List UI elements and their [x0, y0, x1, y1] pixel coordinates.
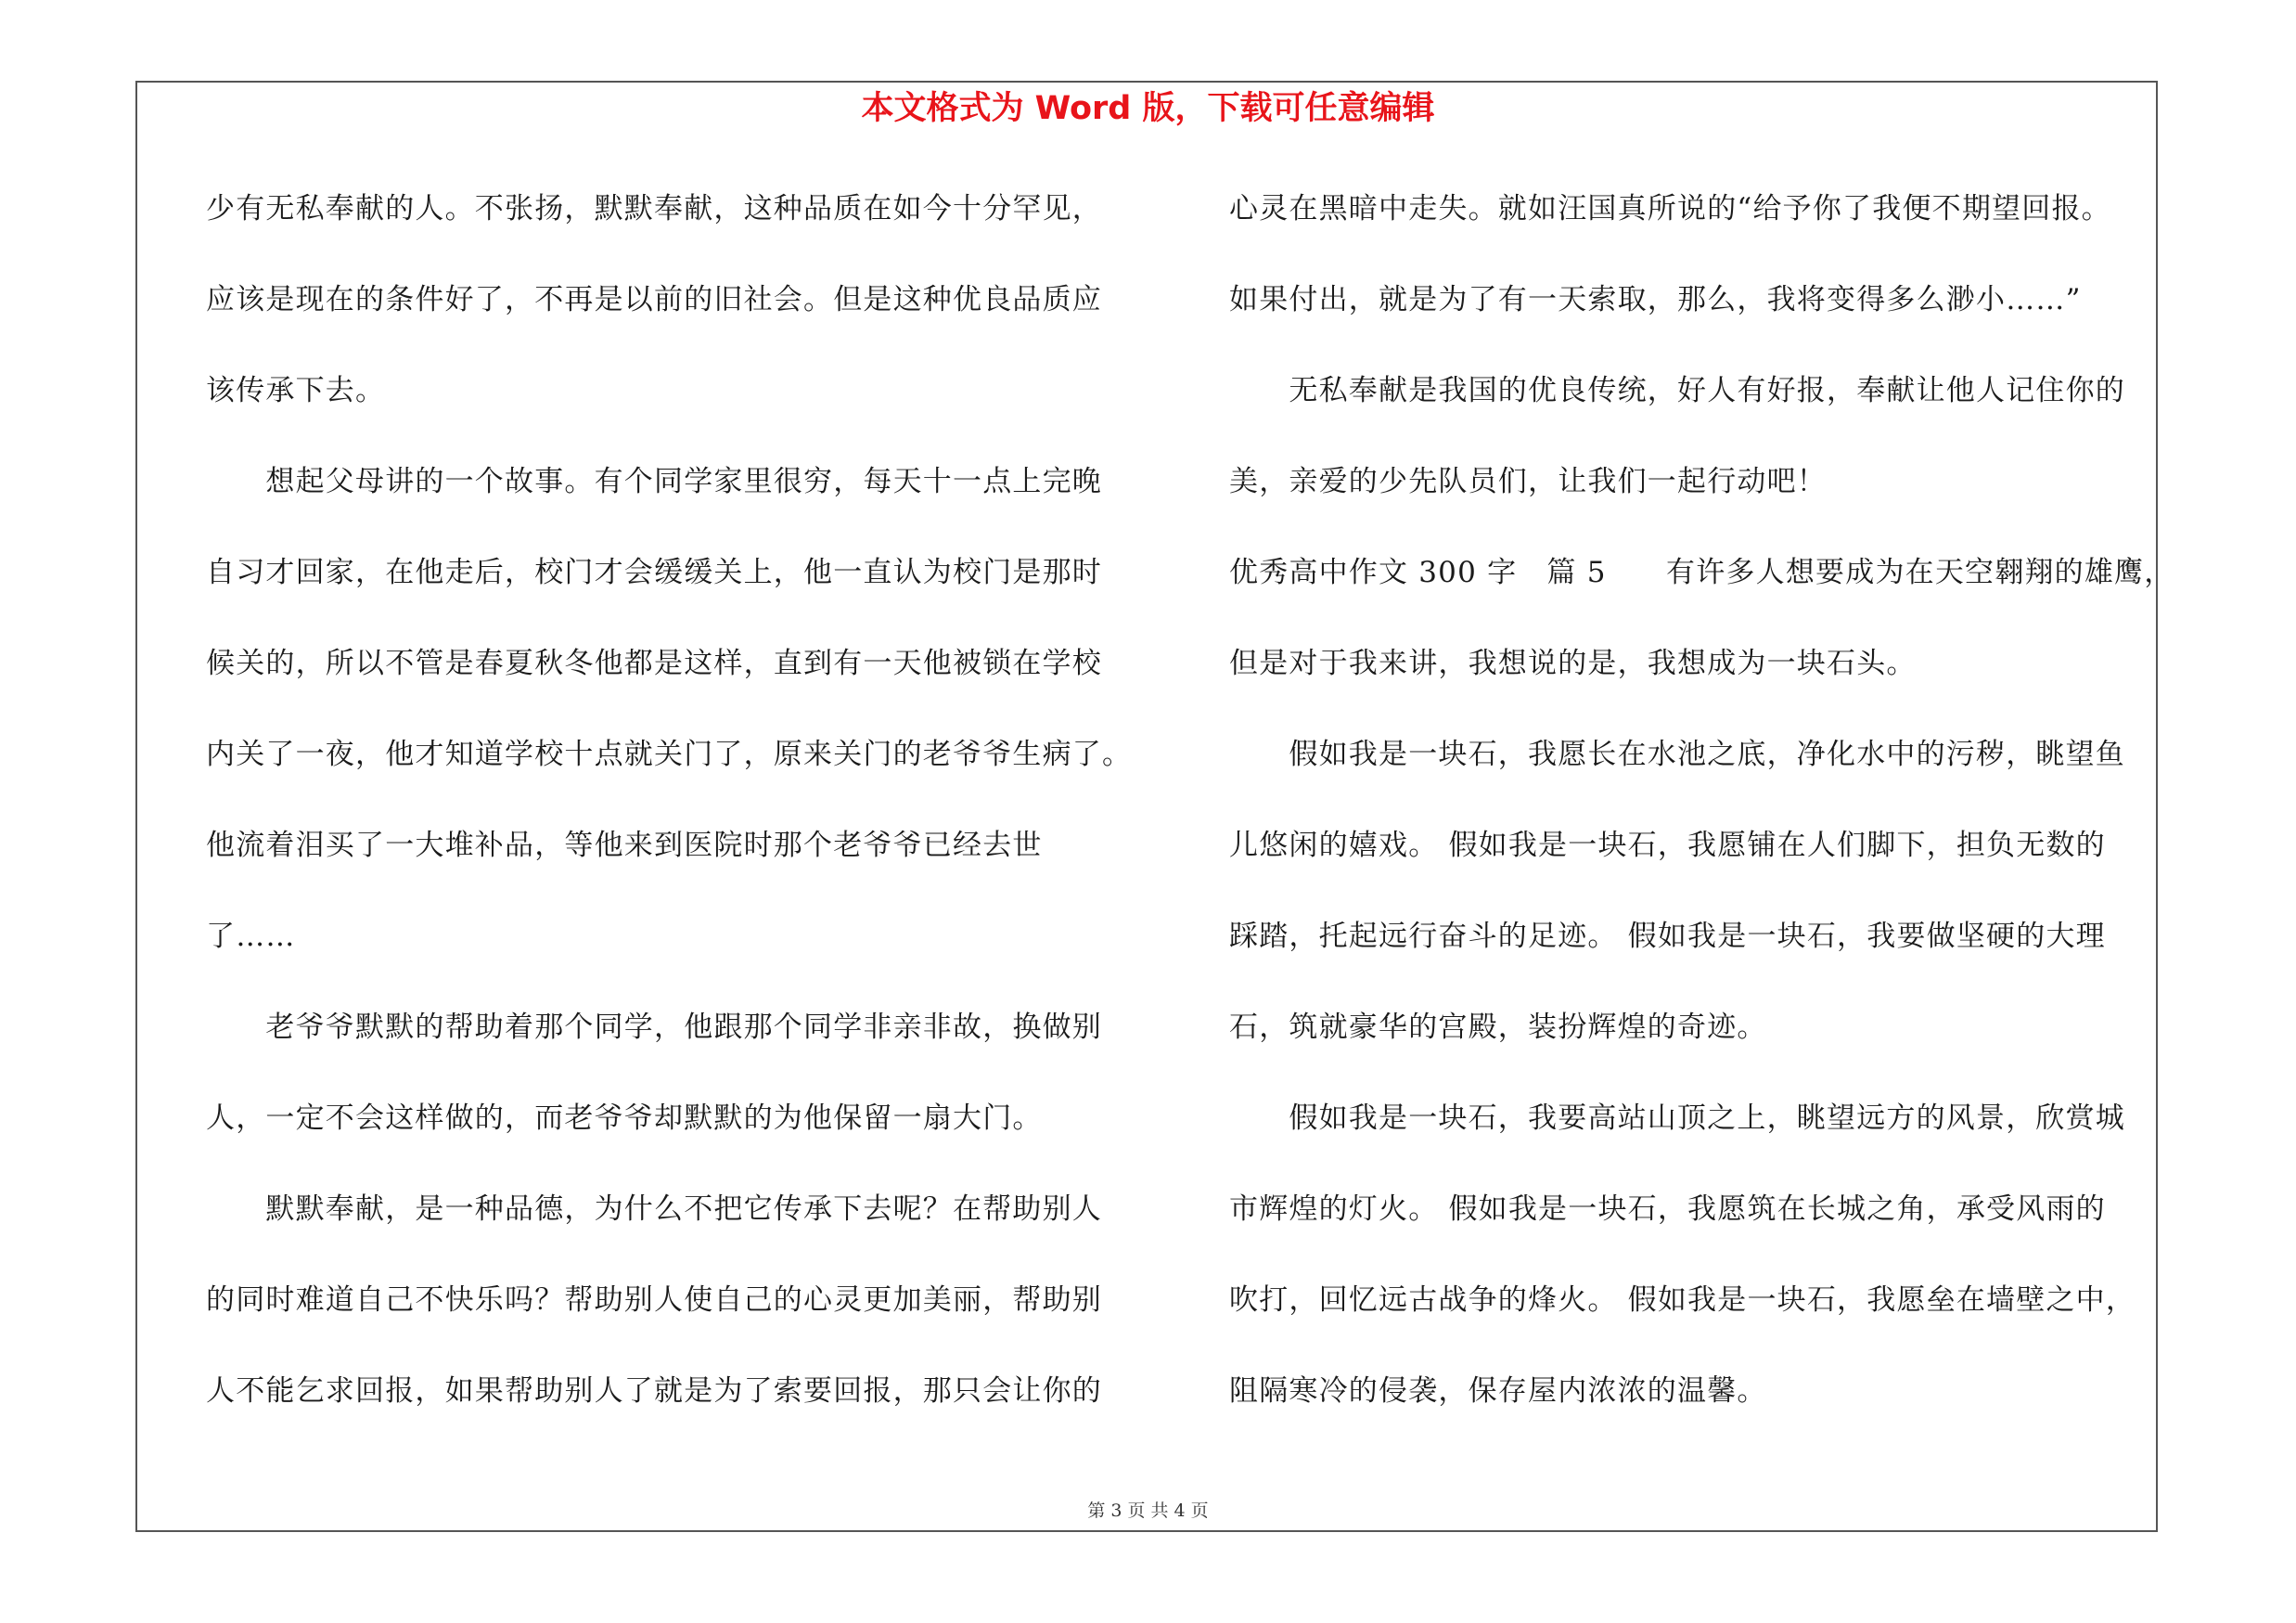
text-line: 默默奉献，是一种品德，为什么不把它传承下去呢？在帮助别人 — [206, 1192, 1102, 1226]
text-line: 自习才回家，在他走后，校门才会缓缓关上，他一直认为校门是那时 — [206, 556, 1102, 589]
text-line: 老爷爷默默的帮助着那个同学，他跟那个同学非亲非故，换做别 — [206, 1011, 1102, 1044]
left-column — [206, 176, 1143, 1449]
text-line: 如果付出，就是为了有一天索取，那么，我将变得多么渺小……” — [1229, 283, 2082, 316]
text-line: 内关了一夜，他才知道学校十点就关门了，原来关门的老爷爷生病了。 — [206, 738, 1133, 771]
page-number-footer: 第 3 页 共 4 页 — [1087, 1501, 1209, 1521]
word-format-banner: 本文格式为 Word 版，下载可任意编辑 — [861, 90, 1435, 127]
text-line: 了…… — [206, 920, 296, 953]
text-line: 美，亲爱的少先队员们，让我们一起行动吧！ — [1229, 465, 1827, 498]
text-line: 假如我是一块石，我要高站山顶之上，眺望远方的风景，欣赏城 — [1229, 1101, 2125, 1135]
text-line: 候关的，所以不管是春夏秋冬他都是这样，直到有一天他被锁在学校 — [206, 647, 1102, 680]
text-line: 假如我是一块石，我愿长在水池之底，净化水中的污秽，眺望鱼 — [1229, 738, 2125, 771]
text-line: 人不能乞求回报，如果帮助别人了就是为了索要回报，那只会让你的 — [206, 1374, 1102, 1408]
text-line: 无私奉献是我国的优良传统，好人有好报，奉献让他人记住你的 — [1229, 374, 2125, 407]
text-line: 应该是现在的条件好了，不再是以前的旧社会。但是这种优良品质应 — [206, 283, 1102, 316]
text-line: 市辉煌的灯火。 假如我是一块石，我愿筑在长城之角，承受风雨的 — [1229, 1192, 2106, 1226]
right-column — [1229, 176, 2177, 1449]
text-line: 他流着泪买了一大堆补品，等他来到医院时那个老爷爷已经去世 — [206, 829, 1043, 862]
text-line: 的同时难道自己不快乐吗？帮助别人使自己的心灵更加美丽，帮助别 — [206, 1283, 1102, 1317]
text-line: 少有无私奉献的人。不张扬，默默奉献，这种品质在如今十分罕见， — [206, 192, 1102, 225]
text-line: 心灵在黑暗中走失。就如汪国真所说的“给予你了我便不期望回报。 — [1229, 192, 2111, 225]
text-line: 但是对于我来讲，我想说的是，我想成为一块石头。 — [1229, 647, 1917, 680]
text-line: 石，筑就豪华的宫殿，装扮辉煌的奇迹。 — [1229, 1011, 1767, 1044]
text-line: 阻隔寒冷的侵袭，保存屋内浓浓的温馨。 — [1229, 1374, 1767, 1408]
text-line: 该传承下去。 — [206, 374, 386, 407]
text-line: 吹打，回忆远古战争的烽火。 假如我是一块石，我愿垒在墙壁之中， — [1229, 1283, 2136, 1317]
text-line: 踩踏，托起远行奋斗的足迹。 假如我是一块石，我要做坚硬的大理 — [1229, 920, 2106, 953]
text-line: 优秀高中作文 300 字 篇 5 有许多人想要成为在天空翱翔的雄鹰， — [1229, 556, 2174, 589]
text-line: 人，一定不会这样做的，而老爷爷却默默的为他保留一扇大门。 — [206, 1101, 1043, 1135]
text-line: 儿悠闲的嬉戏。 假如我是一块石，我愿铺在人们脚下，担负无数的 — [1229, 829, 2106, 862]
text-line: 想起父母讲的一个故事。有个同学家里很穷，每天十一点上完晚 — [206, 465, 1102, 498]
